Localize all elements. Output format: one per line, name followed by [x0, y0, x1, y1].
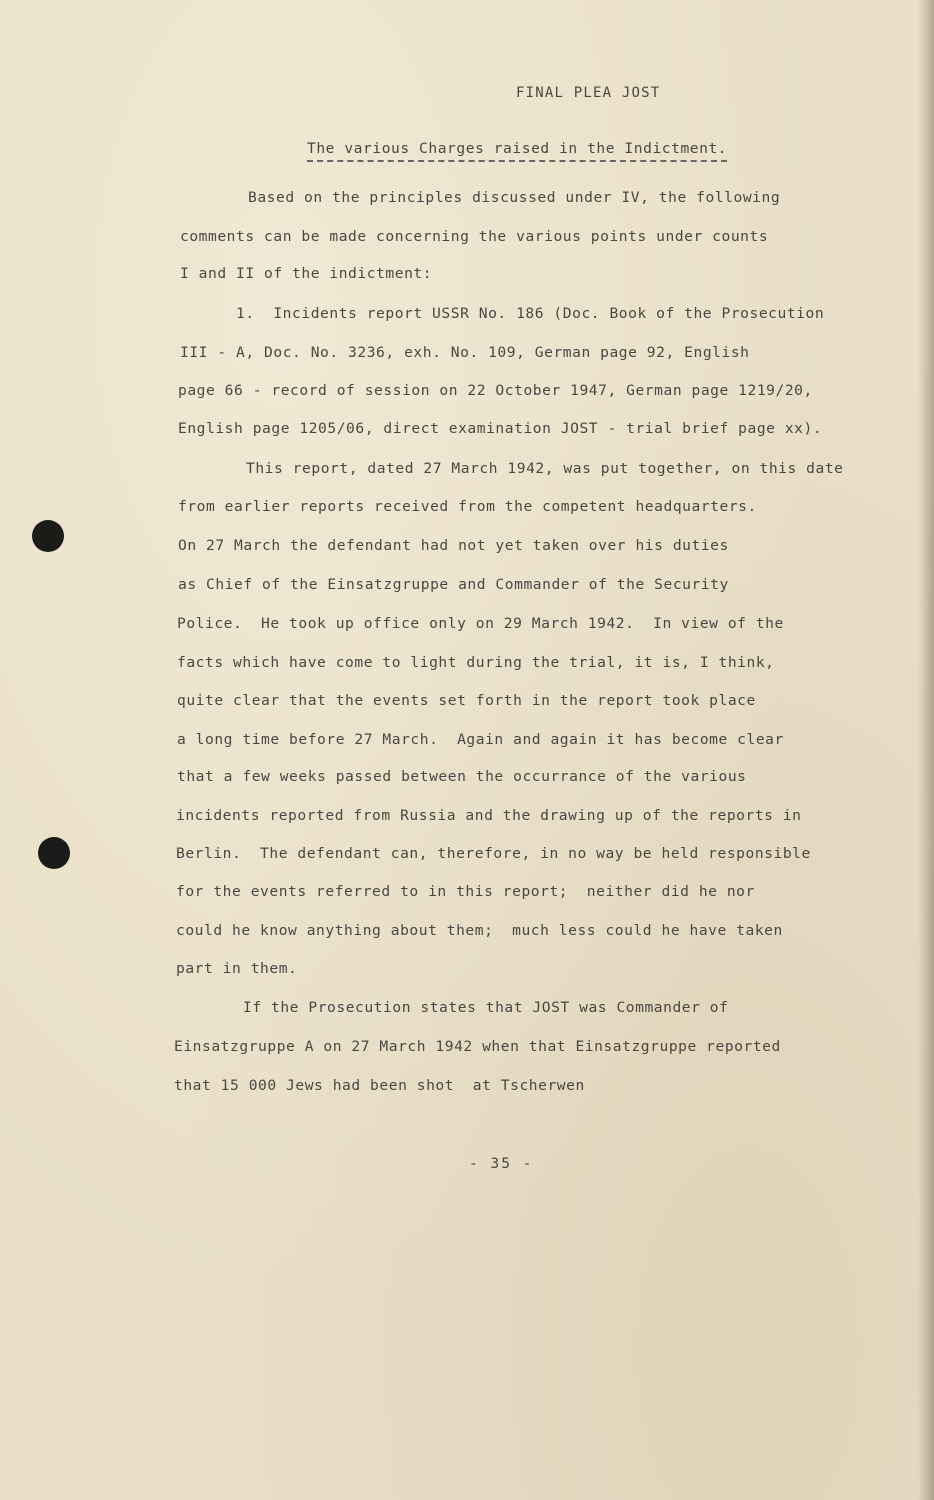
punch-hole-bottom [38, 837, 70, 869]
body-line-6: page 66 - record of session on 22 October 1947, German page 1219/20, [178, 382, 813, 399]
body-line-16: that a few weeks passed between the occurrance of the various [177, 768, 747, 785]
body-line-4: 1. Incidents report USSR No. 186 (Doc. Book of the Prosecution [236, 305, 825, 322]
body-line-23: Einsatzgruppe A on 27 March 1942 when that Einsatzgruppe reported [174, 1038, 781, 1055]
body-line-7: English page 1205/06, direct examination JOST - trial brief page xx). [178, 420, 823, 437]
body-line-13: facts which have come to light during the trial, it is, I think, [177, 654, 775, 671]
body-line-24: that 15 000 Jews had been shot at Tscherwen [174, 1077, 585, 1094]
body-line-21: part in them. [176, 960, 298, 977]
punch-hole-top [32, 520, 64, 552]
body-line-3: I and II of the indictment: [180, 265, 433, 282]
body-line-2: comments can be made concerning the various points under counts [180, 228, 769, 245]
body-line-1: Based on the principles discussed under IV, the following [248, 189, 781, 206]
page-number: - 35 - [469, 1156, 534, 1172]
body-line-8: This report, dated 27 March 1942, was put together, on this date [246, 460, 844, 477]
body-line-14: quite clear that the events set forth in the report took place [177, 692, 756, 709]
body-line-9: from earlier reports received from the competent headquarters. [178, 498, 757, 515]
page-edge-shadow [918, 0, 934, 1500]
body-line-12: Police. He took up office only on 29 March 1942. In view of the [177, 615, 784, 632]
body-line-5: III - A, Doc. No. 3236, exh. No. 109, German page 92, English [180, 344, 750, 361]
body-line-22: If the Prosecution states that JOST was Commander of [243, 999, 729, 1016]
body-line-19: for the events referred to in this report; neither did he nor [176, 883, 755, 900]
body-line-20: could he know anything about them; much less could he have taken [176, 922, 783, 939]
section-title: The various Charges raised in the Indictment. [307, 140, 727, 162]
body-line-10: On 27 March the defendant had not yet taken over his duties [178, 537, 729, 554]
body-line-17: incidents reported from Russia and the drawing up of the reports in [176, 807, 802, 824]
running-header: FINAL PLEA JOST [516, 85, 661, 101]
body-line-18: Berlin. The defendant can, therefore, in no way be held responsible [176, 845, 811, 862]
body-line-15: a long time before 27 March. Again and again it has become clear [177, 731, 784, 748]
body-line-11: as Chief of the Einsatzgruppe and Commander of the Security [178, 576, 729, 593]
